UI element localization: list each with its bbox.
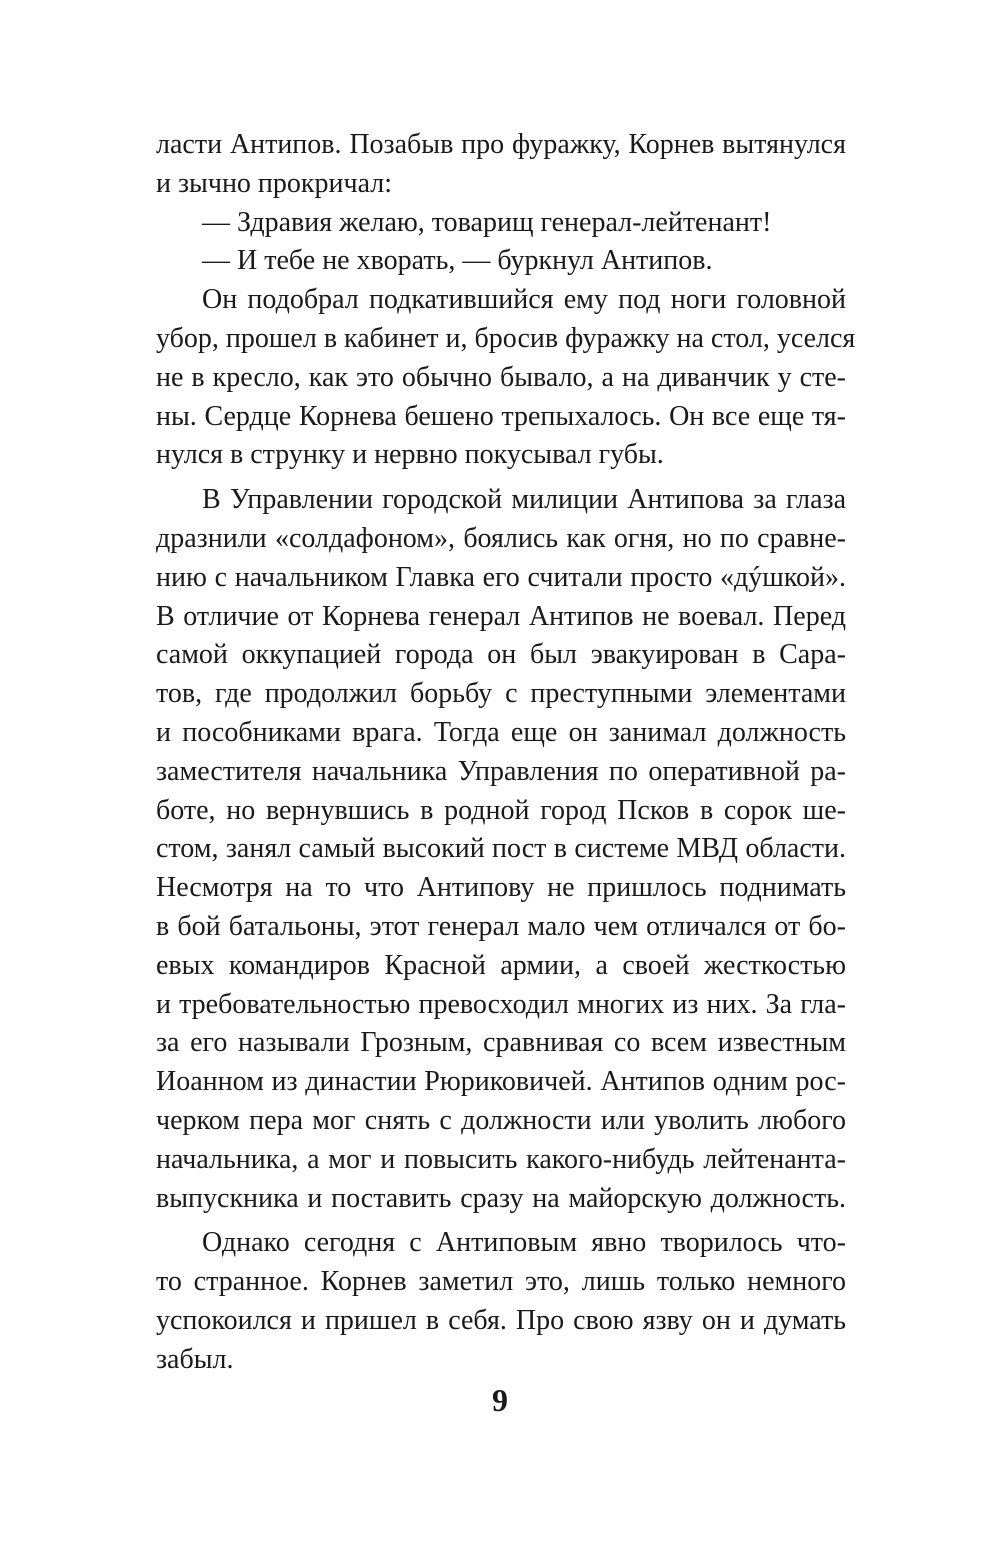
text-line: нулся в струнку и нервно покусывал губы. [156,439,664,471]
text-line: не в кресло, как это обычно бывало, а на диванчик у сте- [156,361,846,393]
text-line: убор, прошел в кабинет и, бросив фуражку на стол, уселся [156,322,856,354]
text-line: — Здравия желаю, товарищ генерал-лейтенант! [202,206,772,238]
text-line: начальника, а мог и повысить какого-нибудь лейтенанта- [156,1143,846,1175]
text-line: стом, занял самый высокий пост в системе МВД области. [156,833,846,865]
text-line: выпускника и поставить сразу на майорскую должность. [156,1182,846,1214]
text-line: в бой батальоны, этот генерал мало чем отличался от бо- [156,910,846,942]
body-text [156,126,856,1380]
text-line: — И тебе не хворать, — буркнул Антипов. [202,245,713,277]
text-line: черком пера мог снять с должности или уволить любого [156,1104,846,1136]
text-line: Он подобрал подкатившийся ему под ноги головной [202,284,846,316]
text-line: В Управлении городской милиции Антипова за глаза [202,484,846,516]
text-line: нию с начальником Главка его считали просто «дýшкой». [156,561,846,593]
text-line: Несмотря на то что Антипову не пришлось поднимать [156,872,846,904]
text-line: успокоился и пришел в себя. Про свою язву он и думать [156,1304,846,1336]
text-line: и пособниками врага. Тогда еще он занимал должность [156,716,846,748]
page-number: 9 [492,1382,508,1418]
text-line: евых командиров Красной армии, а своей жесткостью [156,949,846,981]
text-line: за его называли Грозным, сравнивая со всем известным [156,1027,846,1059]
text-line: дразнили «солдафоном», боялись как огня, но по сравне- [156,522,846,554]
text-line: забыл. [156,1343,234,1375]
text-line: заместителя начальника Управления по оперативной ра- [156,755,846,787]
text-line: и требовательностью превосходил многих из них. За гла- [156,988,846,1020]
text-line: тов, где продолжил борьбу с преступными элементами [156,678,846,710]
text-line: ласти Антипов. Позабыв про фуражку, Корнев вытянулся [156,129,846,160]
text-line: и зычно прокричал: [156,167,393,199]
text-line: Однако сегодня с Антиповым явно творилось что- [202,1227,846,1259]
text-line: Иоанном из династии Рюриковичей. Антипов одним рос- [156,1066,846,1098]
text-line: ны. Сердце Корнева бешено трепыхалось. Он все еще тя- [156,400,846,432]
text-line: то странное. Корнев заметил это, лишь только немного [156,1266,846,1298]
text-line: В отличие от Корнева генерал Антипов не воевал. Перед [156,600,846,632]
text-line: боте, но вернувшись в родной город Псков в сорок ше- [156,794,846,826]
text-line: самой оккупацией города он был эвакуирован в Сара- [156,639,846,671]
